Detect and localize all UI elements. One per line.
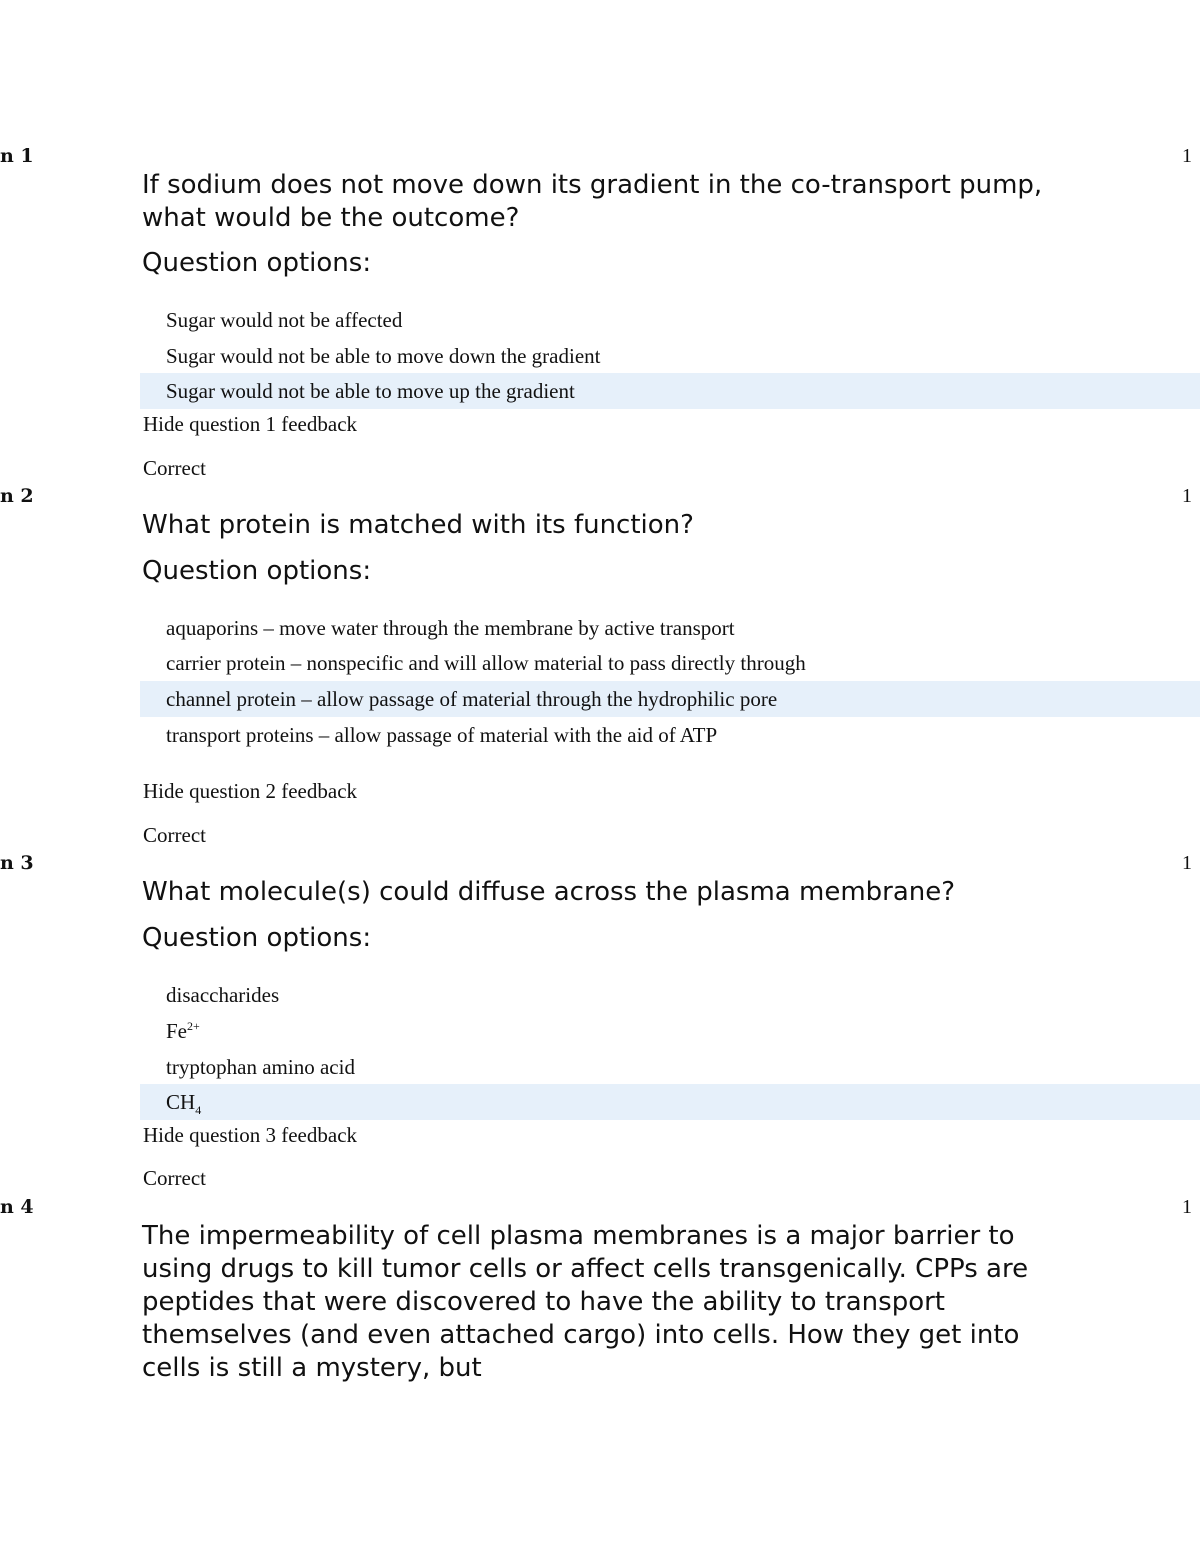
question-2-text: What protein is matched with its function? <box>142 510 694 540</box>
question-1-feedback: Correct <box>143 456 206 480</box>
question-1-option-3-selected[interactable]: Sugar would not be able to move up the gradient <box>140 373 1200 409</box>
option-formula-base: Fe <box>166 1019 187 1043</box>
question-4-points: 1 <box>1182 1196 1192 1218</box>
question-1-option-1[interactable]: Sugar would not be affected <box>166 308 403 332</box>
question-3-feedback-toggle[interactable]: Hide question 3 feedback <box>143 1123 358 1147</box>
question-1-label: n 1 <box>0 145 34 167</box>
question-3-option-4-selected[interactable] <box>140 1084 1200 1120</box>
question-2-label: n 2 <box>0 485 34 507</box>
question-1-options-heading: Question options: <box>142 248 372 278</box>
question-4-text: The impermeability of cell plasma membranes is a major barrier to using drugs to kill tumor cells or affect cells transgenically. CPPs are peptides that were discovered to have the ability to transport themselves (and even attached cargo) into cells. How they get into cells is still a mystery, but <box>142 1221 1029 1383</box>
question-3-option-1[interactable]: disaccharides <box>166 983 280 1007</box>
question-1-text: If sodium does not move down its gradient in the co-transport pump, what would be the outcome? <box>142 170 1043 233</box>
question-1-option-2[interactable]: Sugar would not be able to move down the gradient <box>166 344 601 368</box>
question-3-points: 1 <box>1182 852 1192 874</box>
question-2-option-4[interactable]: transport proteins – allow passage of material with the aid of ATP <box>166 723 718 747</box>
option-formula-subscript: 4 <box>195 1103 202 1118</box>
question-2-points: 1 <box>1182 485 1192 507</box>
option-formula-superscript: 2+ <box>187 1019 200 1033</box>
question-4-label: n 4 <box>0 1196 34 1218</box>
question-1-points: 1 <box>1182 145 1192 167</box>
question-3-options-heading: Question options: <box>142 923 372 953</box>
question-2-option-1[interactable]: aquaporins – move water through the membrane by active transport <box>166 616 735 640</box>
question-2-feedback-toggle[interactable]: Hide question 2 feedback <box>143 779 358 803</box>
question-3-text: What molecule(s) could diffuse across the plasma membrane? <box>142 877 956 907</box>
question-3-feedback: Correct <box>143 1166 206 1190</box>
option-formula-base: CH <box>166 1090 196 1114</box>
question-1-feedback-toggle[interactable]: Hide question 1 feedback <box>143 412 358 436</box>
question-3-option-2[interactable] <box>140 1013 1200 1049</box>
question-2-option-2[interactable]: carrier protein – nonspecific and will allow material to pass directly through <box>166 651 806 675</box>
question-2-option-3-selected[interactable]: channel protein – allow passage of material through the hydrophilic pore <box>140 681 1200 717</box>
question-3-option-3[interactable]: tryptophan amino acid <box>166 1055 355 1079</box>
question-2-options-heading: Question options: <box>142 556 372 586</box>
question-3-label: n 3 <box>0 852 34 874</box>
question-2-feedback: Correct <box>143 823 206 847</box>
